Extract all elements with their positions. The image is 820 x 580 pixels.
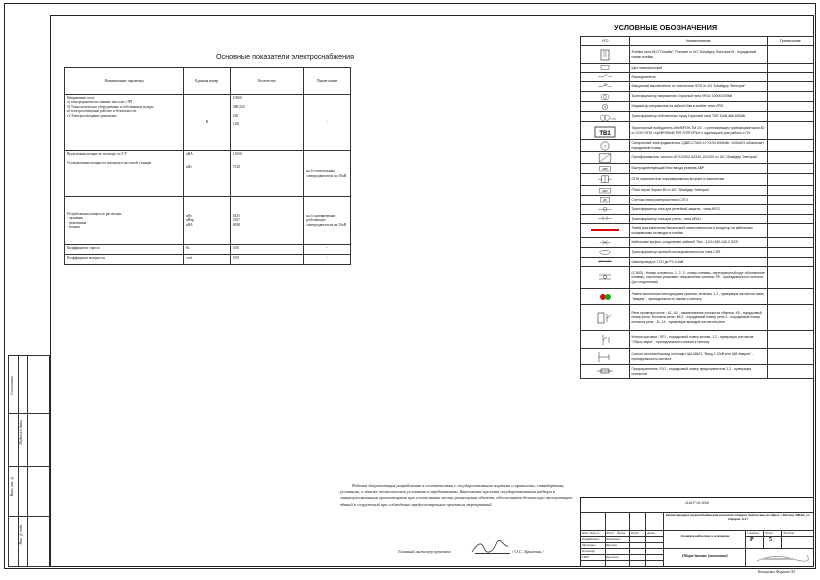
tb-line	[663, 512, 664, 566]
legend-symbol-cell	[581, 92, 630, 102]
legend-row	[581, 112, 814, 122]
legend-note	[767, 73, 813, 82]
table-row	[65, 255, 351, 265]
legend-row	[581, 152, 814, 164]
legend-row	[581, 289, 814, 305]
unit-power	[184, 151, 231, 197]
svg-text:Wh: Wh	[603, 199, 607, 202]
param-pf: Коэффициент мощности	[65, 255, 184, 265]
legend-name: Лампа сигнальная светодиодная красная, зеленая, 1,2 - нумерация контактов ламп, "Авария" - принадлежность лампы к сигналу	[630, 289, 768, 305]
sheet-label: Лист	[765, 531, 773, 535]
legend-symbol-cell	[581, 102, 630, 112]
stamp-label-replace: Взам. инв. №	[10, 476, 14, 497]
legend-symbol-cell	[581, 305, 630, 331]
legend-row	[581, 349, 814, 365]
svg-text:АВР: АВР	[602, 167, 608, 171]
table-row	[65, 151, 351, 197]
legend-name: Кабельные муфты, соединение кабелей ТКэ/ - 12/1×150-240-С БЕЛ	[630, 238, 768, 248]
qty-value: 7128	[232, 165, 240, 170]
tb-line	[629, 512, 630, 566]
unit-value: кВА	[186, 152, 193, 156]
sheets-label: Листов	[783, 531, 795, 535]
legend-symbol-cell	[581, 152, 630, 164]
legend-symbol-cell	[581, 112, 630, 122]
header-parameter: Наименование параметра	[65, 68, 184, 95]
legend-name: Тиристорный возбудитель АНИКРОН-ТМ ОЗ - с релеизующим трансформатором 40 от ООО НПО «ЦИФРОВЫЕ РЕГУЛЯТОРЫ» с адаптацией для работы с ПЧ	[630, 122, 768, 140]
vacuum-breaker-icon	[581, 83, 629, 91]
legend-note	[767, 46, 813, 64]
legend-note	[767, 140, 813, 152]
legend-symbol-cell	[581, 289, 630, 305]
legend-row	[581, 186, 814, 196]
legend-note	[767, 289, 813, 305]
legend-symbol-cell	[581, 258, 630, 267]
legend-symbol-cell	[581, 73, 630, 82]
legend-name: РЗиА серии Sepam 80 от АО "Шнайдер Электрик"	[630, 186, 768, 196]
signal-contact-icon	[581, 350, 629, 364]
tb-line	[645, 512, 646, 566]
qty-demand: 0,95	[230, 245, 304, 255]
legend-symbol-cell	[581, 248, 630, 258]
legend-name: Вакуумный выключатель по технологии SGS от АО "Шнайдер Электрик"	[630, 82, 768, 92]
tb-person: Жукова	[606, 543, 617, 547]
table-row	[65, 95, 351, 151]
legend-row	[581, 305, 814, 331]
table-row	[65, 197, 351, 245]
legend-symbol-cell	[581, 331, 630, 349]
qty-value: 11000	[232, 152, 242, 156]
legend-row	[581, 224, 814, 238]
legend-name: Шинопровод от ТСН до РУ-0.4кВ	[630, 258, 768, 267]
legend-row	[581, 267, 814, 289]
legend-note	[767, 238, 813, 248]
unit-value: кВА	[186, 222, 193, 227]
legend-name: Сигнал с/контакт/приход от/к/ищит ЩА-МШП; "Ввод 2 10кВ в/от ШВ Авария" - принадлежность сигнала	[630, 349, 768, 365]
voltage-indicator-icon	[581, 103, 629, 111]
unit-pf: cosf	[184, 255, 231, 265]
stamp-label-agreed: Согласовано	[10, 376, 14, 396]
header-unit: Единица измер.	[184, 68, 231, 95]
legend-name: Индикатор напряжения на кабеле10кв в ячейке типа VPIS	[630, 102, 768, 112]
unit-consumed	[184, 197, 231, 245]
thyristor-exciter-icon	[581, 123, 629, 139]
chief-engineer-label: Главный инженер проекта	[398, 549, 451, 554]
svg-text:1: 1	[604, 144, 606, 149]
legend-symbol-cell	[581, 365, 630, 379]
tb-line	[581, 560, 663, 561]
legend-symbol-cell	[581, 349, 630, 365]
aux-transformer-icon	[581, 113, 629, 121]
voltage-transformer-icon	[581, 93, 629, 101]
fuse-icon	[581, 366, 629, 378]
svg-text:ТСН-1: ТСН-1	[610, 118, 617, 121]
left-margin-stamp	[8, 355, 50, 567]
pushbutton-icon	[581, 332, 629, 348]
main-indicators-table	[64, 67, 351, 265]
stage-label: Стадия	[747, 531, 759, 535]
metering-ct-icon	[581, 215, 629, 223]
legend-symbol-cell	[581, 140, 630, 152]
qty-value: 6928	[232, 222, 240, 227]
legend-symbol-cell	[581, 186, 630, 196]
qty-value: 10500	[232, 96, 242, 100]
qty-value: 220	[232, 113, 239, 118]
unit-demand: Кс	[184, 245, 231, 255]
sync-motor-icon	[581, 141, 629, 151]
legend-note	[767, 186, 813, 196]
stamp-label-inventory: Инв. № подл.	[19, 524, 23, 545]
legend-note	[767, 152, 813, 164]
qty-consumed	[230, 197, 304, 245]
intermediate-relay-icon	[581, 306, 629, 330]
tb-line	[781, 530, 782, 548]
legend-symbol-cell	[581, 164, 630, 174]
legend-header-row	[581, 37, 814, 46]
tb-header-sign: Подп.	[631, 531, 640, 535]
tb-header-doc: №док.	[617, 531, 627, 535]
legend-symbol-cell	[581, 64, 630, 73]
legend-name: Ячейка типа КСО"Онтайм", Premset от АО "Шнайдер Электрик"/6 - порядковый номер ячейки	[630, 46, 768, 64]
general-note: Рабочая документация разработана в соответствии с государственными нормами и правилами, стандартами, условиями, а также техническими условиями и требованиями. Выполнение проекта государственными надзора и заинтересованными организациями при согласовании места размещения объекта, обеспечивает безопасную эксплуатацию зданий и сооружений при соблюдении предусмотренных проектом мероприятий.	[340, 483, 573, 507]
tb-line	[745, 536, 813, 537]
legend-name: Трансформатор собственных нужд 3 фазный типа TMГ 10кВ,4кВ 400кВт	[630, 112, 768, 122]
qty-value: 2567	[232, 218, 240, 223]
svg-text:ЗЕР: ЗЕР	[602, 189, 608, 193]
legend-row	[581, 140, 814, 152]
legend-row	[581, 82, 814, 92]
legend-row	[581, 92, 814, 102]
legend-name: Преобразователь частоты ATV1200C-A2340-1010ОЗ от АО "Шнайдер Электрик"	[630, 152, 768, 164]
header-quantity: Количество	[230, 68, 304, 95]
legend-note	[767, 215, 813, 224]
legend-row	[581, 258, 814, 267]
title-block	[580, 497, 814, 567]
header-note: Приме-чание	[304, 68, 351, 95]
relay-protection-icon	[581, 187, 629, 195]
tb-person: Бригтин	[606, 555, 619, 559]
unit-value: кВар	[186, 218, 194, 223]
legend-row	[581, 248, 814, 258]
legend-row	[581, 238, 814, 248]
sheet-name: Общие данные (окончание)	[682, 554, 728, 558]
legend-note	[767, 349, 813, 365]
legend-row	[581, 122, 814, 140]
format-label: Копировал Формат А3	[758, 570, 795, 574]
legend-note	[767, 164, 813, 174]
legend-row	[581, 365, 814, 379]
legend-row	[581, 64, 814, 73]
stamp-divider	[27, 356, 28, 566]
legend-name: Предохранитель; FU1 - порядковый номер предохранителя 1,2 - нумерация контактов	[630, 365, 768, 379]
legend-note	[767, 305, 813, 331]
legend-symbol-cell	[581, 196, 630, 205]
table-header-row	[65, 68, 351, 95]
legend-name: Трансформатор нулевой последовательности типа CSH	[630, 248, 768, 258]
legend-row	[581, 205, 814, 215]
tb-person: Литвинов	[606, 537, 621, 541]
legend-note	[767, 248, 813, 258]
legend-symbol-cell	[581, 224, 630, 238]
tb-role: Разработал	[582, 537, 600, 541]
param-consumed: Потребляемая мощность расчетная: - активная - реактивная - полная	[65, 197, 184, 245]
legend-header-note: Примечание	[767, 37, 813, 46]
qty-value: 12В	[232, 122, 239, 127]
note-consumed: на 4 одновременно работающих электродвигателя на 10кВ	[304, 197, 351, 245]
tb-role: ГИП	[582, 555, 589, 559]
document-code: 1116-Р-01-ЗОМ	[685, 501, 709, 505]
sheet-value: 5	[769, 537, 772, 543]
legend-row	[581, 164, 814, 174]
legend-row	[581, 73, 814, 82]
legend-note	[767, 122, 813, 140]
legend-row	[581, 102, 814, 112]
svg-text:ТВ1: ТВ1	[599, 130, 611, 137]
legend-name: Реле промежуточное ; А1, А2 - наименование контактов обмотки, K5 - порядковый номер реле; Контакты реле; К5,2 - порядковый номер реле 2 - порядковый номер контакта реле ; 11, 14 - нумерация выводов контактов реле	[630, 305, 768, 331]
legend-header-symbol: УГО	[581, 37, 630, 46]
legend-name: ОПН ограничитель перенапряжения встроен в назначении	[630, 174, 768, 186]
legend-row	[581, 196, 814, 205]
table-row	[65, 245, 351, 255]
tb-header-change: Изм.	[582, 531, 589, 535]
unit-value: кВт	[186, 213, 192, 218]
note-pf: -	[304, 255, 351, 265]
legend-note	[767, 112, 813, 122]
param-power: Выделенная мощность на вводе по Т/У Установленная мощность комплекса насосной станции	[65, 151, 184, 197]
energy-meter-icon	[581, 196, 629, 204]
legend-note	[767, 196, 813, 205]
legend-name: Трансформатор тока для учета - типа ARU1	[630, 215, 768, 224]
param-demand: Коэффициент спроса	[65, 245, 184, 255]
tb-header-date: Дата	[647, 531, 656, 535]
legend-name: Трансформатор тока для релейной защиты - типа ARJ2	[630, 205, 768, 215]
legend-symbol-cell	[581, 174, 630, 186]
boundary-line-icon	[581, 225, 629, 237]
legend-header-name: Наименование	[630, 37, 768, 46]
signature-icon	[470, 540, 510, 554]
legend-note	[767, 82, 813, 92]
tb-header-sheet: Лист	[606, 531, 614, 535]
legend-symbol-cell	[581, 215, 630, 224]
legend-row	[581, 215, 814, 224]
tb-role: Проверил	[582, 543, 596, 547]
qty-value: 380/220	[232, 104, 245, 109]
legend-note	[767, 92, 813, 102]
unit-value: кВт	[186, 165, 192, 170]
disconnector-icon	[581, 73, 629, 81]
zero-seq-ct-icon	[581, 249, 629, 257]
legend-symbol-cell	[581, 82, 630, 92]
legend-name: (С1М3) - Номер основного. 1, 2, 3 - номер клеммы, перечеркнутый круг обозначение клеммы, стрелочка указывает направление сигнала, PE - принадлежность сигнала (ф-н недопилим)	[630, 267, 768, 289]
surge-limiter-icon	[581, 175, 629, 185]
legend-symbol-cell	[581, 238, 630, 248]
busbar-icon	[581, 258, 629, 266]
signal-lamp-icon	[581, 290, 629, 304]
legend-symbol-cell	[581, 205, 630, 215]
stamp-divider	[9, 413, 49, 414]
stamp-divider	[9, 466, 49, 467]
legend-row	[581, 174, 814, 186]
legend-name: Синхронный электродвигатель СДВ9-173/49-12 УХЛ4 6000кВт, 1000об/1 обозначает порядковый номер	[630, 140, 768, 152]
tb-role: Н.контр.	[582, 549, 596, 553]
param-voltage: Напряжение сети: а) электродвигатели главных насосов с ПЧ б) Технологическое оборудование и собственные нужды в) электроосвещение рабочее и безопасности г) Электроосвещение ремонтное	[65, 95, 184, 151]
company-logo-icon	[753, 551, 809, 565]
section-name: Электроснабжение и освещение	[680, 534, 730, 538]
tb-line	[581, 554, 663, 555]
tb-header-qty: Кол.уч.	[590, 531, 601, 535]
legend-note	[767, 205, 813, 215]
legend-note	[767, 224, 813, 238]
legend-note	[767, 258, 813, 267]
electrical-panel-icon	[581, 64, 629, 72]
project-name: Реконструкция энергообъединения насосной станции Ладожская по адресу г.Москва, ВВАО, ул. Перерва, 8.51	[665, 513, 811, 521]
legend-name: Щит электрический	[630, 64, 768, 73]
relay-ct-icon	[581, 206, 629, 214]
legend-name: Линия разграничения балансовой ответственности в кондитор на кабельных концевиками на вводах в ячейки	[630, 224, 768, 238]
auto-transfer-icon	[581, 165, 629, 173]
tb-line	[581, 530, 813, 531]
legend-note	[767, 267, 813, 289]
qty-pf: 0,95	[230, 255, 304, 265]
signature-line	[475, 553, 510, 554]
note-voltage: -	[304, 95, 351, 151]
chief-engineer-name: / О.С. Бригтин /	[512, 549, 544, 554]
legend-name: Счетчик электроэнергии типа СЭТ4	[630, 196, 768, 205]
legend-note	[767, 365, 813, 379]
main-indicators-title: Основные показатели электроснабжения	[215, 52, 354, 61]
cell-switchgear-icon	[581, 47, 629, 63]
legend-symbol-cell	[581, 122, 630, 140]
legend-symbol-cell	[581, 267, 630, 289]
qty-value: 6435	[232, 213, 240, 218]
legend-name: Разъединитель	[630, 73, 768, 82]
legend-symbol-cell	[581, 46, 630, 64]
legend-note	[767, 331, 813, 349]
note-power: на 4 отопительных электродвигателя по 10кВ	[304, 151, 351, 197]
terminal-numbering-icon	[581, 268, 629, 288]
legend-note	[767, 102, 813, 112]
legend-row	[581, 331, 814, 349]
legend-table	[580, 36, 814, 379]
tb-line	[763, 530, 764, 548]
legend-name: Кнопка щитовая ; SF1 - порядковый номер кнопки, 1,2 - нумерация контактов, "Сброс звука" - принадлежность кнопки к сигналу	[630, 331, 768, 349]
frequency-converter-icon	[581, 153, 629, 163]
legend-name: Трансформатор напряжения 3 фазный типа VRU1 10000/100вВ	[630, 92, 768, 102]
qty-power	[230, 151, 304, 197]
legend-row	[581, 46, 814, 64]
tb-line	[663, 548, 813, 549]
stamp-label-signature: Подпись и дата	[19, 420, 23, 445]
legend-note	[767, 174, 813, 186]
stamp-divider	[9, 516, 49, 517]
unit-voltage: В	[184, 95, 231, 151]
qty-voltage	[230, 95, 304, 151]
legend-note	[767, 64, 813, 73]
cable-sleeve-icon	[581, 239, 629, 247]
legend-title: УСЛОВНЫЕ ОБОЗНАЧЕНИЯ	[614, 23, 718, 32]
note-demand: -	[304, 245, 351, 255]
legend-name: Быстродействующий блок ввода резерва АВР	[630, 164, 768, 174]
stage-value: Р	[750, 537, 754, 543]
